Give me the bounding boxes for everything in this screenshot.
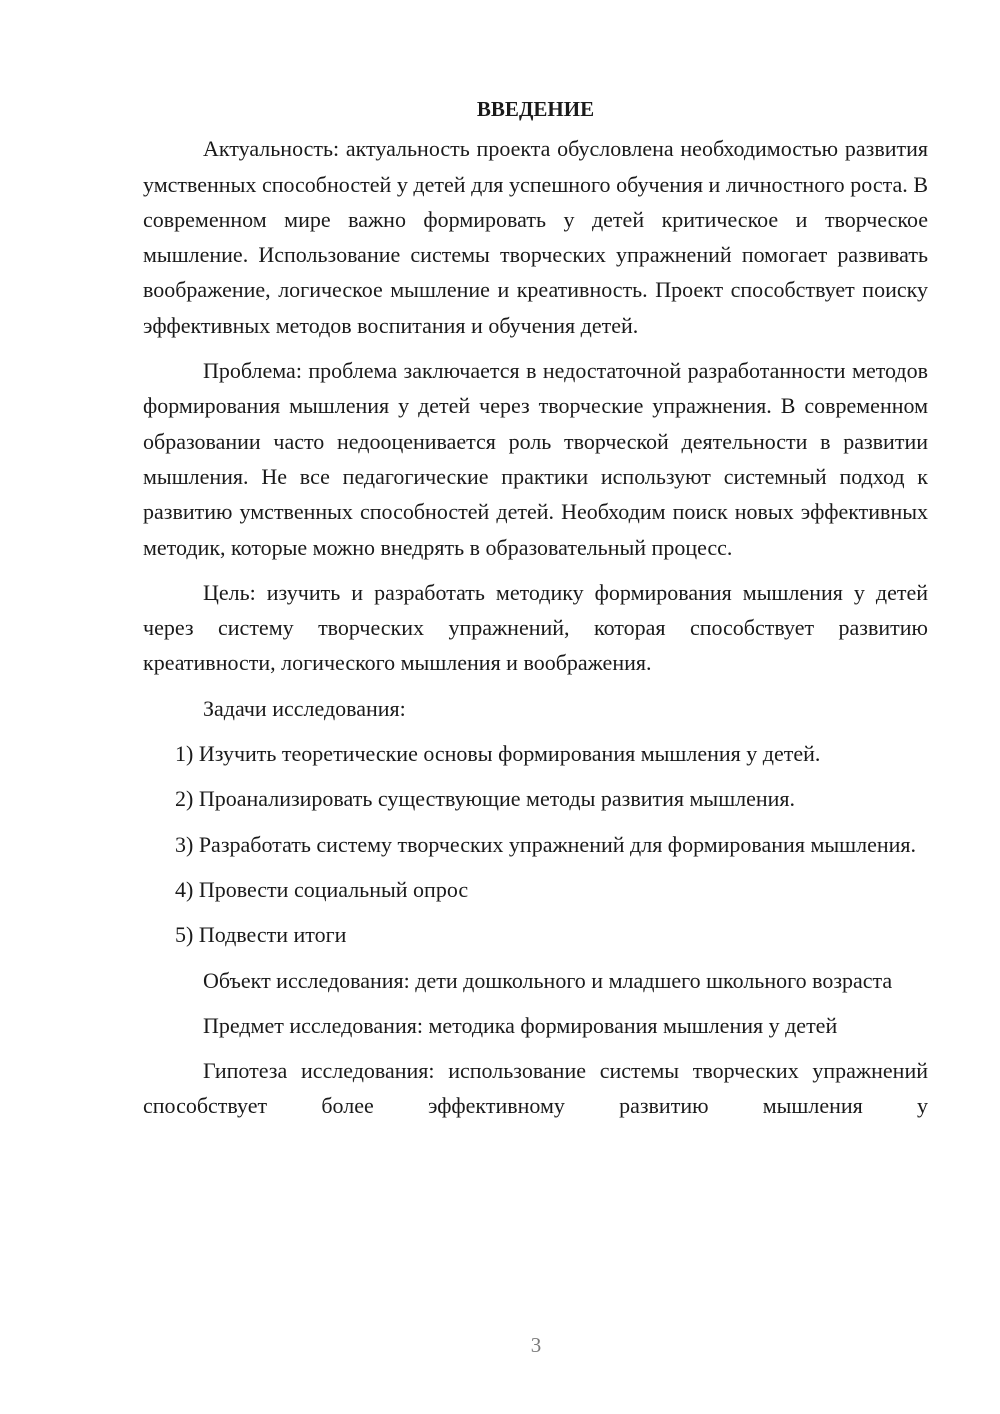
- task-item-3: 3) Разработать систему творческих упражнений для формирования мышления.: [175, 831, 917, 857]
- page-title: ВВЕДЕНИЕ: [476, 97, 595, 121]
- tasks-title: Задачи исследования:: [203, 695, 406, 721]
- task-item-4: 4) Провести социальный опрос: [175, 876, 469, 902]
- document-page: [143, 92, 928, 1124]
- paragraph-goal: Цель: изучить и разработать методику формирования мышления у детей через систему творческих упражнений, которая способствует развитию креативности, логического мышления и воображения.: [143, 579, 928, 676]
- paragraph-object: Объект исследования: дети дошкольного и младшего школьного возраста: [203, 967, 893, 993]
- paragraph-problem: Проблема: проблема заключается в недостаточной разработанности методов формирования мышления у детей через творческие упражнения. В современном образовании часто недооценивается роль творческой деятельности в развитии мышления. Не все педагогические практики используют системный подход к развитию умственных способностей детей. Необходим поиск новых эффективных методик, которые можно внедрять в образовательный процесс.: [143, 358, 928, 560]
- task-item-5: 5) Подвести итоги: [175, 922, 347, 948]
- task-item-2: 2) Проанализировать существующие методы развития мышления.: [175, 786, 796, 812]
- paragraph-subject: Предмет исследования: методика формирования мышления у детей: [203, 1012, 838, 1038]
- paragraph-relevance: Актуальность: актуальность проекта обусловлена необходимостью развития умственных способностей у детей для успешного обучения и личностного роста. В современном мире важно формировать у детей критическое и творческое мышление. Использование системы творческих упражнений помогает развивать воображение, логическое мышление и креативность. Проект способствует поиску эффективных методов воспитания и обучения детей.: [143, 136, 928, 338]
- task-item-1: 1) Изучить теоретические основы формирования мышления у детей.: [175, 741, 821, 767]
- paragraph-hypothesis: Гипотеза исследования: использование системы творческих упражнений способствует более эффективному развитию мышления у: [143, 1058, 928, 1119]
- page-number: 3: [530, 1333, 542, 1357]
